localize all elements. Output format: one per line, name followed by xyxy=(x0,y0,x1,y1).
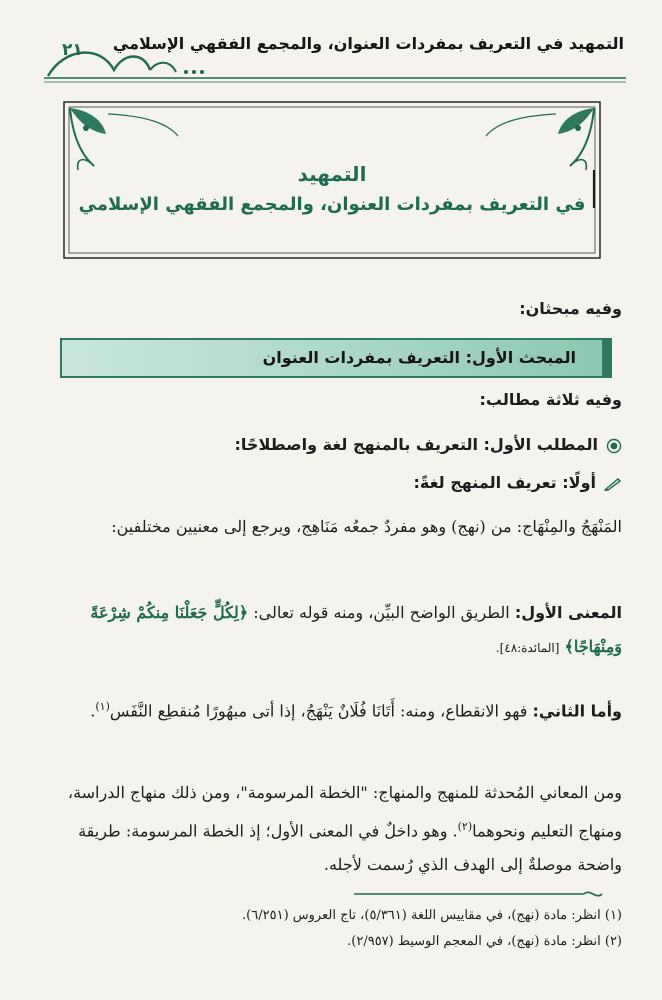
page-number: ٢١ xyxy=(62,40,83,60)
title-frame xyxy=(58,96,606,264)
quran-verse: ﴿لِكُلٍّ جَعَلْنَا مِنكُمْ شِرْعَةً وَمِنْهَاجًا﴾ xyxy=(90,603,622,656)
paragraph-modern xyxy=(40,776,622,882)
pen-icon xyxy=(604,477,622,491)
intro-text: وفيه مبحثان: xyxy=(519,299,622,318)
paragraph-root: المَنْهَجُ والمِنْهَاج: من (نهج) وهو مفردٌ جمعُه مَنَاهِج، ويرجع إلى معنيين مختلفين: xyxy=(111,517,622,536)
sub-intro-text: وفيه ثلاثة مطالب: xyxy=(479,390,622,409)
matlab-heading xyxy=(40,428,622,462)
flower-bullet-icon xyxy=(606,438,622,454)
meaning-one-text: الطريق الواضح البيِّن، ومنه قوله تعالى: xyxy=(253,603,510,622)
footnote-separator-icon xyxy=(352,887,606,901)
chapter-subtitle: في التعريف بمفردات العنوان، والمجمع الفقهي الإسلامي xyxy=(78,194,586,215)
awwalan-text: أولًا: تعريف المنهج لغةً: xyxy=(413,473,596,492)
running-header xyxy=(40,30,630,88)
chapter-title: التمهيد xyxy=(297,162,367,186)
banner-heading: المبحث الأول: التعريف بمفردات العنوان xyxy=(262,348,576,367)
modern-text-a: ومن المعاني المُحدثة للمنهج والمنهاج: "الخطة المرسومة"، ومن ذلك منهاج الدراسة، ومنهاج التعليم ونحوهما xyxy=(67,783,622,841)
matlab-text: المطلب الأول: التعريف بالمنهج لغة واصطلاحًا: xyxy=(234,435,598,454)
meaning-two: وأما الثاني: فهو الانقطاع، ومنه: أَتَانَا فُلَانٌ يَنْهَجُ، إذا أتى مبهُورًا مُنقطِع النَّفَس$^{(١)}$. xyxy=(90,700,622,721)
verse-source: [المائدة:٤٨]. xyxy=(495,641,560,655)
awwalan-heading xyxy=(40,466,622,500)
meaning-two-text: فهو الانقطاع، ومنه: أَتَانَا فُلَانٌ يَنْهَجُ، إذا أتى مبهُورًا مُنقطِع النَّفَس xyxy=(109,701,528,721)
footnote-ref-1: (١) xyxy=(95,700,110,713)
footnote-1: (١) انظر: مادة (نهج)، في مقاييس اللغة (٥/٣٦١)، تاج العروس (٦/٢٥١). xyxy=(242,908,622,923)
footnote-2: (٢) انظر: مادة (نهج)، في المعجم الوسيط (٢/٩٥٧). xyxy=(347,934,622,949)
modern-text-b: . وهو داخلٌ في المعنى الأول؛ إذ الخطة المرسومة: طريقة واضحة موصلةٌ إلى الهدف الذي رُسمت لأجله. xyxy=(78,821,622,875)
meaning-one xyxy=(40,596,622,665)
footnote-ref-2: (٢) xyxy=(457,820,473,833)
meaning-one-label: المعنى الأول: xyxy=(514,603,622,622)
running-title: التمهيد في التعريف بمفردات العنوان، والمجمع الفقهي الإسلامي xyxy=(112,34,624,53)
section-banner xyxy=(60,338,604,378)
meaning-two-label: وأما الثاني: xyxy=(532,701,622,721)
